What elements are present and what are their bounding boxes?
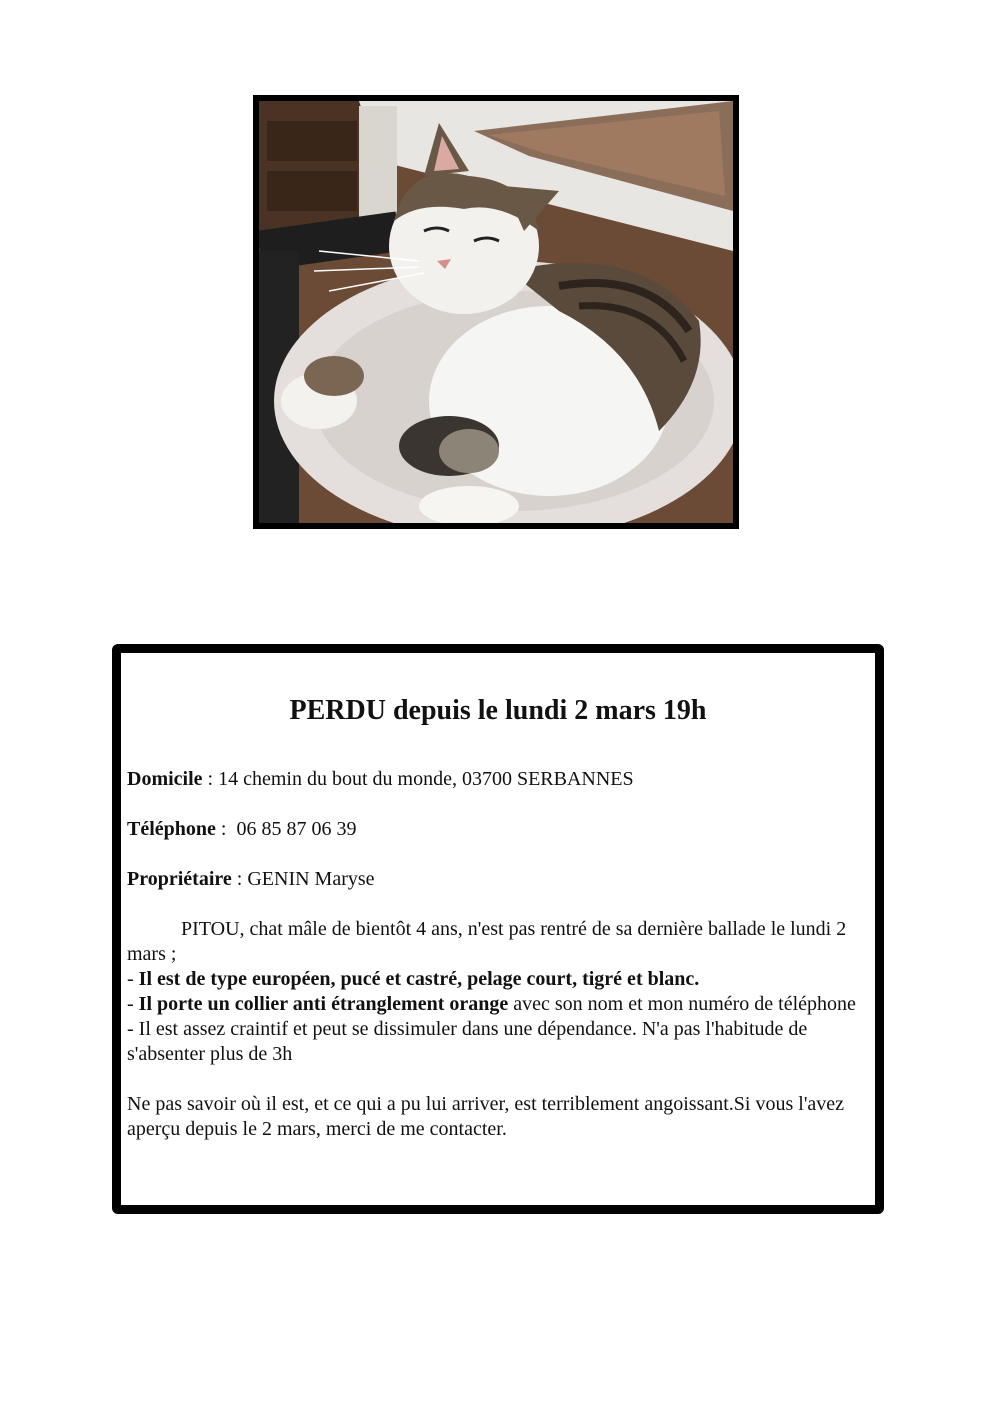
owner-line: [127, 867, 869, 892]
item-prefix: -: [127, 968, 139, 990]
address-label: Domicile: [127, 768, 203, 790]
phone-separator: :: [215, 818, 237, 840]
collar-details-rest: avec son nom et mon numéro de téléphone: [508, 993, 856, 1015]
cat-description: [127, 917, 869, 1067]
notice-title: PERDU depuis le lundi 2 mars 19h: [289, 695, 707, 726]
owner-separator: :: [231, 868, 248, 890]
breed-details: Il est de type européen, pucé et castré, pelage court, tigré et blanc.: [138, 968, 700, 990]
address-separator: :: [202, 768, 219, 790]
description-item-breed: [127, 967, 869, 992]
description-item-collar: [127, 992, 869, 1017]
lost-cat-notice: [112, 644, 884, 1214]
phone-value: 06 85 87 06 39: [236, 818, 357, 840]
description-intro-line: [127, 917, 869, 967]
closing-message: Ne pas savoir où il est, et ce qui a pu lui arriver, est terriblement angoissant.Si vous l'avez aperçu depuis le 2 mars, merci de me contacter.: [127, 1093, 845, 1140]
phone-line: [127, 817, 869, 842]
owner-value: GENIN Maryse: [247, 868, 375, 890]
cat-photo: [253, 95, 739, 529]
cat-photo-illustration: [259, 101, 733, 523]
item-prefix: -: [127, 993, 139, 1015]
owner-label: Propriétaire: [127, 868, 232, 890]
address-line: [127, 767, 869, 792]
description-intro: PITOU, chat mâle de bientôt 4 ans, n'est pas rentré de sa dernière ballade le lundi 2 mars ;: [127, 918, 847, 965]
collar-details: Il porte un collier anti étranglement orange: [138, 993, 509, 1015]
phone-label: Téléphone: [127, 818, 216, 840]
address-value: 14 chemin du bout du monde, 03700 SERBANNES: [218, 768, 634, 790]
description-item-behavior: - Il est assez craintif et peut se dissimuler dans une dépendance. N'a pas l'habitude de s'absenter plus de 3h: [127, 1018, 808, 1065]
